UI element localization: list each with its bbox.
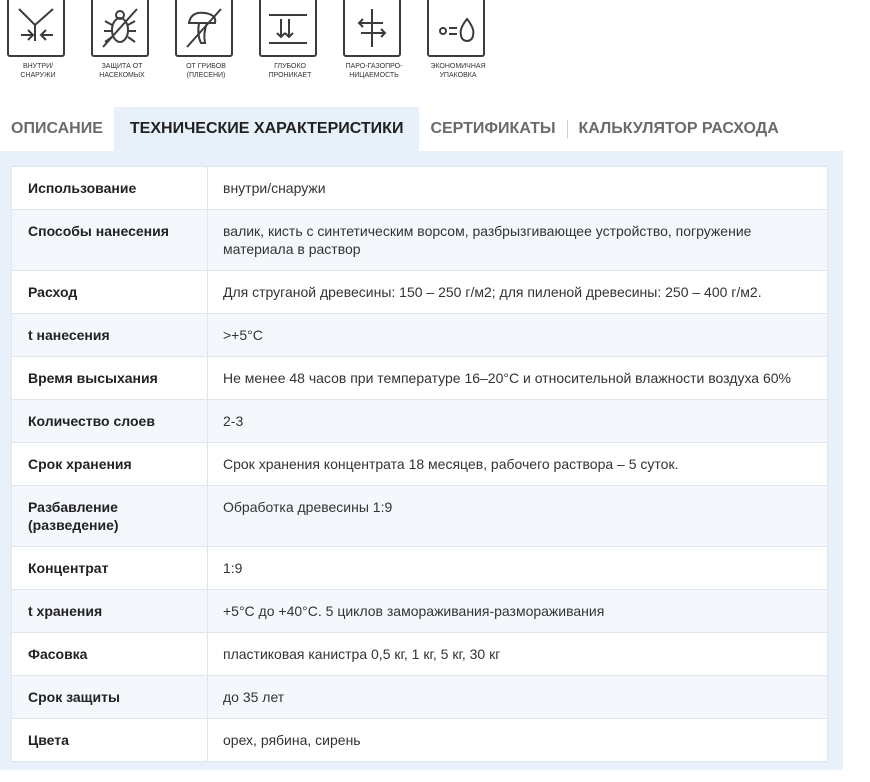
- spec-label: Концентрат: [12, 547, 208, 590]
- vapor-permeable-icon: [349, 5, 395, 51]
- spec-value: Обработка древесины 1:9: [208, 486, 828, 547]
- feature-deep: [259, 0, 343, 90]
- spec-label: Время высыхания: [12, 357, 208, 400]
- no-mold-icon: [181, 5, 227, 51]
- spec-label: Использование: [12, 167, 208, 210]
- table-row: [12, 486, 828, 547]
- spec-value: Срок хранения концентрата 18 месяцев, рабочего раствора – 5 суток.: [208, 443, 828, 486]
- tab-certificates[interactable]: СЕРТИФИКАТЫ: [430, 120, 556, 137]
- feature-icons: [7, 0, 511, 90]
- spec-label: t хранения: [12, 590, 208, 633]
- feature-caption: ОТ ГРИБОВ (ПЛЕСЕНИ): [186, 63, 226, 79]
- spec-value: орех, рябина, сирень: [208, 719, 828, 762]
- table-row: [12, 271, 828, 314]
- spec-value: пластиковая канистра 0,5 кг, 1 кг, 5 кг, 30 кг: [208, 633, 828, 676]
- table-row: [12, 357, 828, 400]
- table-row: [12, 719, 828, 762]
- table-row: [12, 314, 828, 357]
- spec-label: Способы нанесения: [12, 210, 208, 271]
- house-inside-outside-icon: [13, 5, 59, 51]
- table-row: [12, 590, 828, 633]
- feature-inside-outside: [7, 0, 91, 90]
- spec-value: до 35 лет: [208, 676, 828, 719]
- feature-caption: ЭКОНОМИЧНАЯ УПАКОВКА: [430, 63, 486, 79]
- table-row: [12, 676, 828, 719]
- spec-value: Не менее 48 часов при температуре 16–20°С и относительной влажности воздуха 60%: [208, 357, 828, 400]
- table-row: [12, 547, 828, 590]
- tab-bar: [0, 107, 790, 151]
- table-row: [12, 400, 828, 443]
- deep-penetration-icon: [265, 5, 311, 51]
- spec-value: 2-3: [208, 400, 828, 443]
- table-row: [12, 210, 828, 271]
- feature-caption: ЗАЩИТА ОТ НАСЕКОМЫХ: [99, 63, 145, 79]
- specifications-panel: [0, 151, 843, 770]
- table-row: [12, 167, 828, 210]
- spec-label: t нанесения: [12, 314, 208, 357]
- tab-description[interactable]: ОПИСАНИЕ: [11, 120, 103, 137]
- table-row: [12, 443, 828, 486]
- spec-label: Срок защиты: [12, 676, 208, 719]
- feature-mold: [175, 0, 259, 90]
- economical-packaging-icon: [433, 5, 479, 51]
- specifications-table: [11, 166, 828, 762]
- spec-value: 1:9: [208, 547, 828, 590]
- table-row: [12, 633, 828, 676]
- feature-economy: [427, 0, 511, 90]
- feature-caption: ПАРО-ГАЗОПРО- НИЦАЕМОСТЬ: [345, 63, 403, 79]
- spec-value: валик, кисть с синтетическим ворсом, разбрызгивающее устройство, погружение материала в раствор: [208, 210, 828, 271]
- feature-vapor: [343, 0, 427, 90]
- spec-label: Расход: [12, 271, 208, 314]
- feature-caption: ГЛУБОКО ПРОНИКАЕТ: [268, 63, 312, 79]
- spec-value: внутри/снаружи: [208, 167, 828, 210]
- spec-value: +5°С до +40°С. 5 циклов замораживания-размораживания: [208, 590, 828, 633]
- spec-value: Для струганой древесины: 150 – 250 г/м2; для пиленой древесины: 250 – 400 г/м2.: [208, 271, 828, 314]
- spec-value: >+5°С: [208, 314, 828, 357]
- tab-consumption-calculator[interactable]: КАЛЬКУЛЯТОР РАСХОДА: [578, 120, 779, 137]
- spec-label: Срок хранения: [12, 443, 208, 486]
- spec-label: Фасовка: [12, 633, 208, 676]
- spec-label: Цвета: [12, 719, 208, 762]
- spec-label: Количество слоев: [12, 400, 208, 443]
- no-insects-icon: [97, 5, 143, 51]
- feature-insects: [91, 0, 175, 90]
- spec-label: Разбавление (разведение): [12, 486, 208, 547]
- feature-caption: ВНУТРИ/ СНАРУЖИ: [20, 63, 56, 79]
- tab-specifications[interactable]: ТЕХНИЧЕСКИЕ ХАРАКТЕРИСТИКИ: [114, 107, 420, 151]
